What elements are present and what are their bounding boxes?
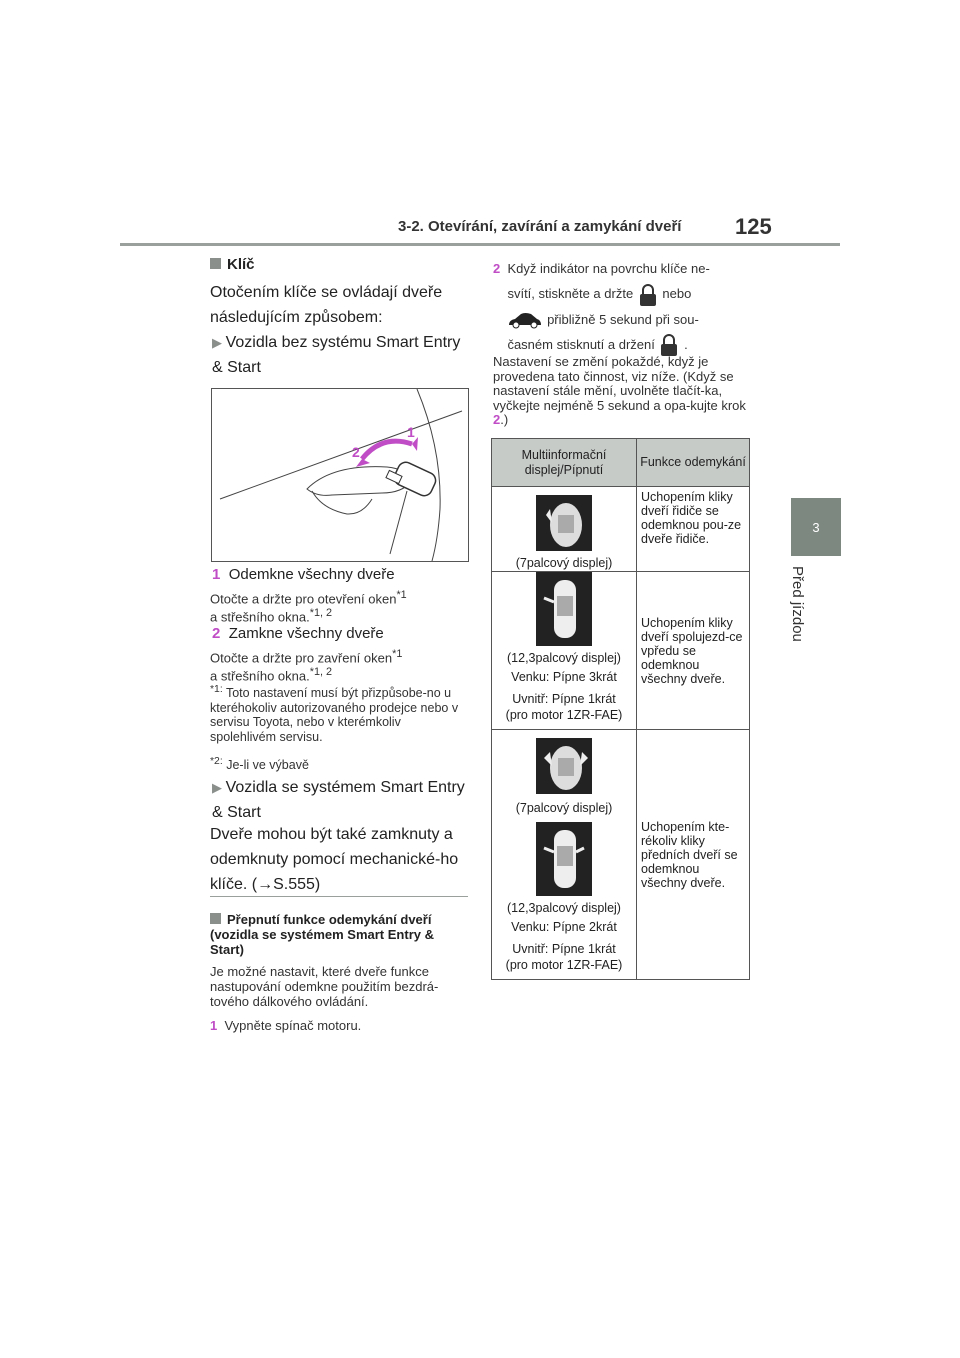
step-text: Zamkne všechny dveře <box>228 625 384 642</box>
door-handle-key-svg <box>212 389 468 561</box>
step-ref: 2 <box>493 412 501 427</box>
step-text-1: Když indikátor na povrchu klíče ne- <box>507 261 710 276</box>
beep-inside: Uvnitř: Pípne 1krát <box>512 692 616 706</box>
car-unlock-icon <box>507 310 543 330</box>
car-top-icon <box>536 572 592 646</box>
footnote-2 <box>210 755 470 773</box>
car-display-7in-image <box>536 495 592 551</box>
table-row <box>492 572 750 730</box>
function-cell: Uchopením kliky dveří spolujezd-ce vpředu se odemknou všechny dveře. <box>637 572 750 730</box>
period: . <box>684 336 688 352</box>
function-cell: Uchopením kte-rékoliv kliky předních dveří se odemknou všechny dveře. <box>637 730 750 980</box>
table-header-row <box>492 439 750 487</box>
beep-inside: Uvnitř: Pípne 1krát <box>512 942 616 956</box>
subsection-heading <box>210 912 468 957</box>
note-text: Otočte a držte pro zavření oken <box>210 650 393 666</box>
note-text: Otočte a držte pro otevření oken <box>210 591 397 607</box>
note-text-2: a střešního okna. <box>210 668 310 684</box>
beep-outside: Venku: Pípne 3krát <box>511 670 617 684</box>
square-bullet-icon <box>210 913 221 924</box>
triangle-bullet-icon: ▶ <box>212 335 226 350</box>
paragraph-text: Nastavení se změní pokaždé, když je provedena tato činnost, viz níže. (Když se nastavení stále mění, uvolněte tlačít-ka, vyčkejte nejméně 5 sekund a opa-kujte krok <box>493 354 746 413</box>
step-number: 1 <box>210 1018 218 1033</box>
display-label: (12,3palcový displej) <box>507 901 621 915</box>
key-door-illustration <box>211 388 469 562</box>
bullet-text: Vozidla se systémem Smart Entry & Start <box>212 779 465 821</box>
car-display-12in-image <box>536 572 592 646</box>
bullet-smart-entry <box>212 775 468 825</box>
footnote-ref: *1, 2 <box>309 607 333 620</box>
mechanical-key-paragraph: Dveře mohou být také zamknuty a odemknuty pomocí mechanické-ho klíče. (→S.555) <box>210 826 459 893</box>
footnote-text: Toto nastavení musí být přizpůsobe-no u kteréhokoliv autorizovaného prodejce nebo v servisu Toyota, nebo v kterémkoliv spolehlivém servisu. <box>210 686 459 744</box>
column-header: Funkce odemykání <box>637 439 750 487</box>
step-2-note <box>210 647 470 684</box>
footnote-text: Je-li ve výbavě <box>226 758 309 773</box>
section-heading <box>210 256 255 273</box>
footnote-ref: *1 <box>396 589 407 601</box>
beep-outside: Venku: Pípne 2krát <box>511 920 617 934</box>
step-text: Vypněte spínač motoru. <box>224 1018 362 1033</box>
car-display-7in-image <box>536 738 592 794</box>
step-number: 2 <box>493 261 501 276</box>
display-label: (12,3palcový displej) <box>507 651 621 665</box>
step-text: Odemkne všechny dveře <box>228 566 395 583</box>
setting-paragraph: Je možné nastavit, které dveře funkce nastupování odemkne použitím bezdrá-tového dálkového ovládání. <box>210 964 439 1009</box>
divider <box>210 896 468 897</box>
step-text-3: přibližně 5 sekund při sou- <box>547 311 699 327</box>
chapter-label: Před jízdou <box>789 566 806 642</box>
engine-note: (pro motor 1ZR-FAE) <box>505 708 623 722</box>
step-text-or: nebo <box>662 286 692 301</box>
heading-text: Klíč <box>227 256 255 273</box>
page-number: 125 <box>735 214 772 239</box>
step-number: 1 <box>212 566 221 583</box>
chapter-number: 3 <box>812 520 820 535</box>
display-cell <box>492 572 637 730</box>
step-2 <box>212 625 384 642</box>
step-text-4: časném stisknutí a držení <box>507 336 655 352</box>
header-rule <box>120 243 840 246</box>
section-title: 3-2. Otevírání, zavírání a zamykání dveří <box>398 218 682 235</box>
footnote-1 <box>210 683 470 744</box>
display-cell <box>492 487 637 572</box>
step-a <box>210 1018 361 1033</box>
display-label: (7palcový displej) <box>515 801 613 815</box>
setting-change-paragraph <box>493 355 753 428</box>
footnote-ref: *1, 2 <box>309 666 333 679</box>
step-1 <box>212 566 395 583</box>
table-row <box>492 487 750 572</box>
step-text-2: svítí, stiskněte a držte <box>507 286 634 301</box>
triangle-bullet-icon: ▶ <box>212 780 226 795</box>
step-b <box>493 256 753 357</box>
display-cell <box>492 730 637 980</box>
function-cell: Uchopením kliky dveří řidiče se odemknou pou-ze dveře řidiče. <box>637 487 750 572</box>
car-top-icon <box>536 738 592 794</box>
step-number: 2 <box>212 625 221 642</box>
car-display-12in-image <box>536 822 592 896</box>
footnote-label: *2: <box>210 756 223 767</box>
unlock-settings-table <box>491 438 750 980</box>
bullet-no-smart-entry <box>212 330 468 380</box>
paragraph-end: .) <box>500 412 509 427</box>
footnote-ref: *1 <box>392 648 403 660</box>
heading-text: Přepnutí funkce odemykání dveří (vozidla se systémem Smart Entry & Start) <box>210 912 434 957</box>
svg-text:2: 2 <box>352 444 360 460</box>
footnote-label: *1: <box>210 684 223 695</box>
lock-icon <box>637 283 659 307</box>
car-top-icon <box>536 822 592 896</box>
note-text-2: a střešního okna. <box>210 609 310 625</box>
table-row <box>492 730 750 980</box>
column-header: Multiinformační displej/Pípnutí <box>492 439 637 487</box>
intro-paragraph: Otočením klíče se ovládají dveře následujícím způsobem: <box>210 284 443 326</box>
display-label: (7palcový displej) <box>515 556 613 570</box>
step-1-note <box>210 588 470 625</box>
square-bullet-icon <box>210 258 221 269</box>
bullet-text: Vozidla bez systému Smart Entry & Start <box>212 334 461 376</box>
engine-note: (pro motor 1ZR-FAE) <box>505 958 623 972</box>
car-top-icon <box>536 495 592 551</box>
svg-text:1: 1 <box>407 424 415 440</box>
